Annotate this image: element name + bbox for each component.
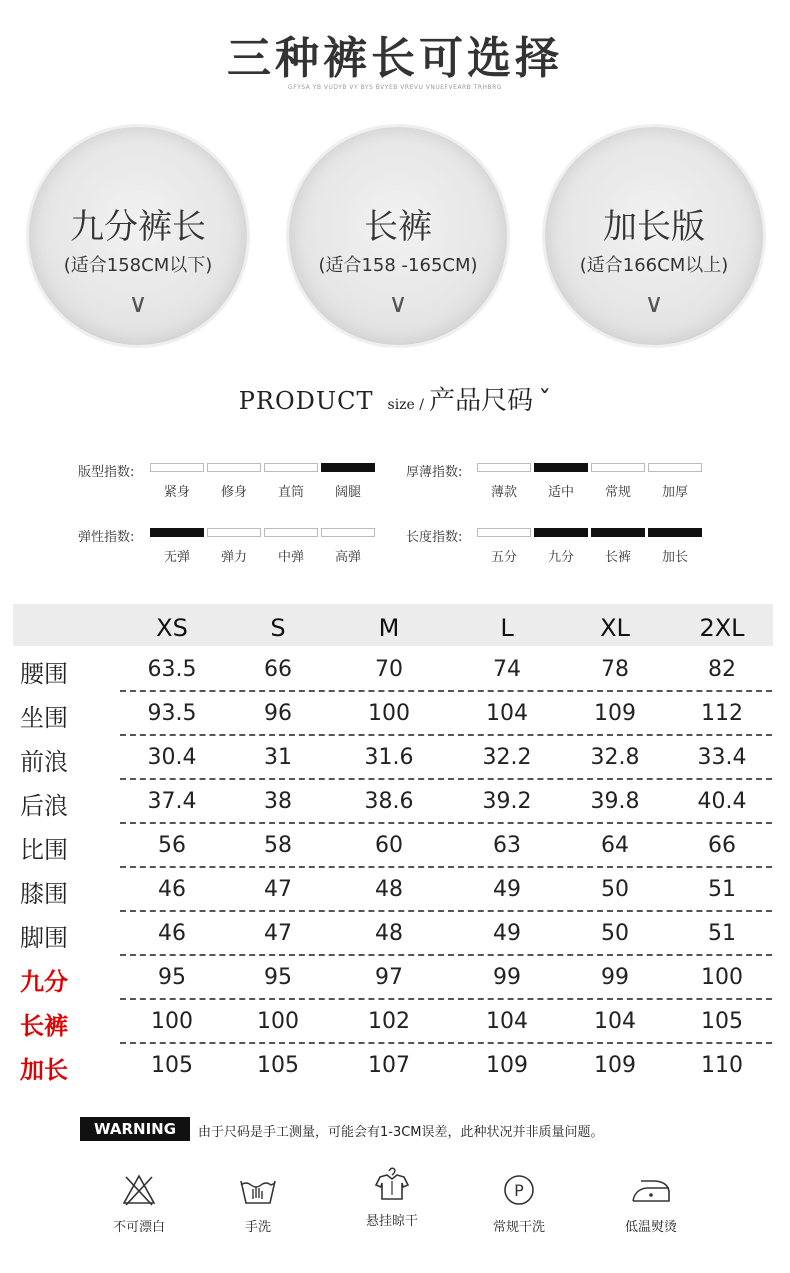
index-option: 加厚 (661, 485, 688, 500)
index-label: 长度指数: (406, 530, 463, 545)
index-box (477, 528, 531, 537)
chevron-down-icon: ∨ (644, 289, 664, 319)
table-cell: 48 (375, 877, 403, 902)
table-cell: 82 (708, 657, 736, 682)
table-cell: 51 (708, 921, 736, 946)
row-label: 九分 (20, 968, 68, 996)
table-cell: 32.8 (590, 745, 640, 770)
table-cell: 38.6 (364, 789, 414, 814)
table-cell: 46 (158, 921, 186, 946)
index-box-selected (591, 528, 645, 537)
care-low-iron (596, 1172, 706, 1235)
table-cell: 64 (601, 833, 629, 858)
index-label: 版型指数: (78, 465, 135, 480)
care-label: 手洗 (244, 1220, 271, 1235)
product-size-header (0, 380, 790, 417)
option-subtitle: (适合158 -165CM) (318, 255, 478, 276)
row-label: 膝围 (20, 880, 68, 908)
warning-text: 由于尺码是手工测量，可能会有1-3CM误差，此种状况并非质量问题。 (198, 1125, 604, 1140)
option-title: 长裤 (364, 207, 432, 247)
row-label: 坐围 (20, 704, 68, 732)
care-hang-dry (337, 1166, 447, 1229)
table-cell: 96 (264, 701, 292, 726)
index-box-selected (534, 528, 588, 537)
table-cell: 112 (701, 701, 743, 726)
care-label: 低温熨烫 (624, 1220, 677, 1235)
table-cell: 31.6 (364, 745, 414, 770)
row-divider (120, 778, 772, 780)
table-header-cell: L (500, 614, 514, 642)
index-box-selected (534, 463, 588, 472)
index-box (591, 463, 645, 472)
index-option: 适中 (547, 485, 574, 500)
table-cell: 97 (375, 965, 403, 990)
row-label: 前浪 (20, 748, 68, 776)
row-divider (120, 910, 772, 912)
table-cell: 49 (493, 877, 521, 902)
index-option: 紧身 (163, 485, 190, 500)
row-label: 长裤 (20, 1012, 68, 1040)
dry-clean-icon (464, 1172, 574, 1208)
hand-wash-icon (203, 1172, 313, 1208)
table-cell: 99 (493, 965, 521, 990)
row-label: 腰围 (20, 660, 68, 688)
care-dry-clean (464, 1172, 574, 1235)
index-option: 常规 (604, 485, 631, 500)
index-option: 九分 (547, 550, 574, 565)
table-header-cell: XS (156, 614, 188, 642)
table-cell: 109 (486, 1053, 528, 1078)
index-option: 薄款 (490, 485, 517, 500)
table-header-cell: M (378, 614, 400, 642)
option-cropped (29, 127, 247, 345)
table-cell: 78 (601, 657, 629, 682)
table-cell: 51 (708, 877, 736, 902)
table-cell: 50 (601, 877, 629, 902)
index-option: 直筒 (277, 485, 304, 500)
product-size-cn: 产品尺码 (429, 386, 534, 416)
chevron-down-icon: ∨ (128, 289, 148, 319)
table-cell: 70 (375, 657, 403, 682)
option-title: 加长版 (603, 207, 705, 247)
svg-text:P: P (514, 1181, 524, 1200)
low-iron-icon (596, 1172, 706, 1208)
table-cell: 104 (486, 701, 528, 726)
page-title: 三种裤长可选择 (227, 33, 563, 84)
table-cell: 37.4 (147, 789, 197, 814)
index-option: 五分 (490, 550, 517, 565)
table-cell: 39.2 (482, 789, 532, 814)
table-cell: 105 (701, 1009, 743, 1034)
size-label: size / (387, 397, 425, 413)
table-cell: 93.5 (147, 701, 197, 726)
no-bleach-icon (84, 1172, 194, 1208)
care-label: 不可漂白 (112, 1220, 165, 1235)
table-header-cell: XL (600, 614, 630, 642)
index-option: 高弹 (334, 550, 361, 565)
index-label: 厚薄指数: (406, 465, 463, 480)
index-box (207, 463, 261, 472)
care-no-bleach (84, 1172, 194, 1235)
index-option: 修身 (220, 485, 247, 500)
table-cell: 49 (493, 921, 521, 946)
table-cell: 47 (264, 877, 292, 902)
table-cell: 30.4 (147, 745, 197, 770)
hang-dry-icon (337, 1166, 447, 1202)
table-cell: 39.8 (590, 789, 640, 814)
option-extra-long (545, 127, 763, 345)
row-divider (120, 954, 772, 956)
index-option: 弹力 (220, 550, 247, 565)
table-cell: 33.4 (697, 745, 747, 770)
table-cell: 100 (257, 1009, 299, 1034)
product-label: PRODUCT (238, 387, 374, 415)
index-box (477, 463, 531, 472)
index-option: 无弹 (163, 550, 190, 565)
table-cell: 38 (264, 789, 292, 814)
table-cell: 109 (594, 1053, 636, 1078)
option-subtitle: (适合166CM以上) (579, 255, 729, 276)
row-label: 比围 (20, 836, 68, 864)
table-cell: 104 (486, 1009, 528, 1034)
row-divider (120, 998, 772, 1000)
warning-badge: WARNING (80, 1117, 190, 1141)
table-cell: 32.2 (482, 745, 532, 770)
index-box (207, 528, 261, 537)
table-cell: 99 (601, 965, 629, 990)
table-cell: 100 (151, 1009, 193, 1034)
table-cell: 63.5 (147, 657, 197, 682)
index-box (648, 463, 702, 472)
table-cell: 110 (701, 1053, 743, 1078)
table-cell: 46 (158, 877, 186, 902)
index-option: 长裤 (604, 550, 631, 565)
option-subtitle: (适合158CM以下) (63, 255, 213, 276)
row-label: 后浪 (20, 792, 68, 820)
mark-icon: ˇ (538, 386, 552, 416)
care-label: 常规干洗 (492, 1220, 545, 1235)
table-cell: 105 (257, 1053, 299, 1078)
table-cell: 104 (594, 1009, 636, 1034)
row-label: 加长 (20, 1056, 68, 1084)
row-divider (120, 734, 772, 736)
table-header-cell: 2XL (699, 614, 745, 642)
row-divider (120, 690, 772, 692)
index-option: 加长 (661, 550, 688, 565)
table-cell: 58 (264, 833, 292, 858)
index-option: 阔腿 (334, 485, 361, 500)
table-cell: 100 (701, 965, 743, 990)
index-option: 中弹 (277, 550, 304, 565)
table-cell: 48 (375, 921, 403, 946)
table-cell: 74 (493, 657, 521, 682)
row-divider (120, 822, 772, 824)
table-cell: 66 (264, 657, 292, 682)
index-box (264, 463, 318, 472)
option-long (289, 127, 507, 345)
table-cell: 56 (158, 833, 186, 858)
table-cell: 50 (601, 921, 629, 946)
table-cell: 107 (368, 1053, 410, 1078)
table-cell: 60 (375, 833, 403, 858)
option-title: 九分裤长 (70, 207, 206, 247)
index-label: 弹性指数: (78, 530, 135, 545)
table-cell: 40.4 (697, 789, 747, 814)
row-divider (120, 866, 772, 868)
index-box-selected (321, 463, 375, 472)
index-box (264, 528, 318, 537)
table-cell: 66 (708, 833, 736, 858)
table-cell: 109 (594, 701, 636, 726)
index-box-selected (150, 528, 204, 537)
table-cell: 102 (368, 1009, 410, 1034)
table-cell: 100 (368, 701, 410, 726)
chevron-down-icon: ∨ (388, 289, 408, 319)
index-box-selected (648, 528, 702, 537)
row-label: 脚围 (20, 924, 68, 952)
page-subtitle: GFYSA YB VUDYB VY BYS BVYEB VREVU VNUEFVEARB TRHBRG (288, 84, 502, 91)
row-divider (120, 1042, 772, 1044)
table-cell: 95 (264, 965, 292, 990)
index-box (321, 528, 375, 537)
table-cell: 31 (264, 745, 292, 770)
table-header-cell: S (270, 614, 286, 642)
table-cell: 63 (493, 833, 521, 858)
care-label: 悬挂晾干 (365, 1214, 418, 1229)
table-cell: 47 (264, 921, 292, 946)
care-hand-wash (203, 1172, 313, 1235)
index-box (150, 463, 204, 472)
table-cell: 105 (151, 1053, 193, 1078)
table-cell: 95 (158, 965, 186, 990)
